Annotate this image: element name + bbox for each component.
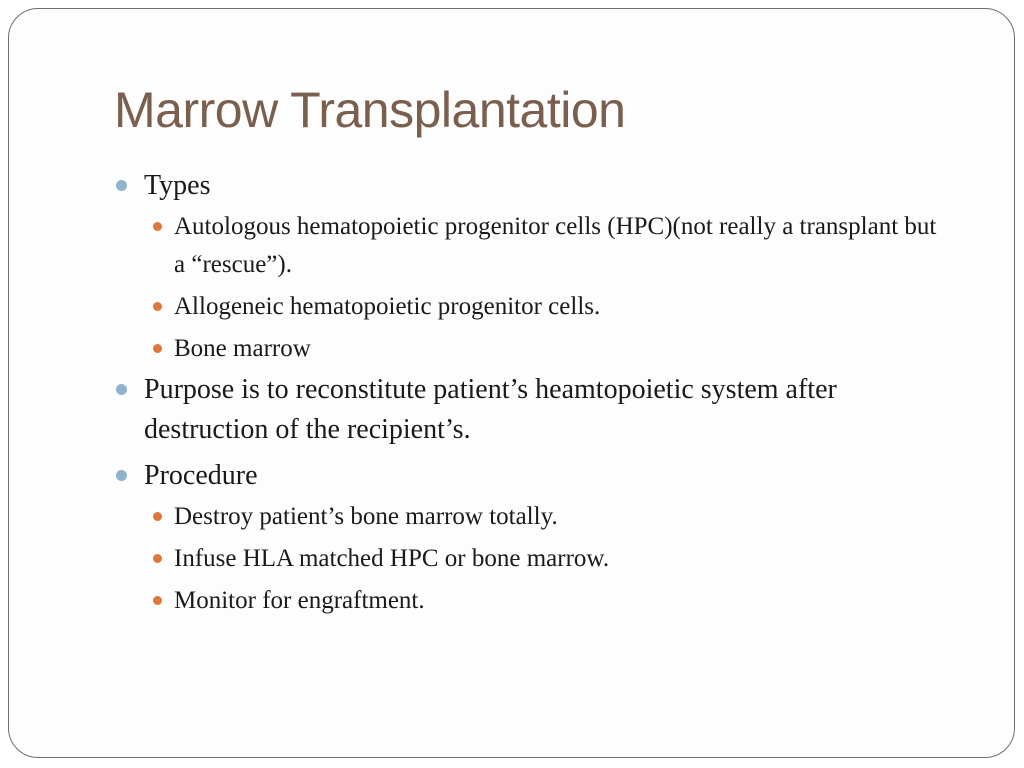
bullet-dot-icon — [116, 384, 127, 395]
sub-bullet-text: Monitor for engraftment. — [174, 587, 425, 614]
sub-bullet-text: Bone marrow — [174, 335, 311, 362]
bullet-list — [114, 166, 944, 622]
bullet-item-purpose — [114, 370, 944, 450]
sub-bullet-list — [114, 208, 944, 368]
bullet-text: Procedure — [144, 460, 258, 491]
sub-bullet-item — [144, 540, 944, 578]
bullet-dot-icon — [116, 180, 127, 191]
sub-bullet-text: Destroy patient’s bone marrow totally. — [174, 503, 558, 530]
bullet-dot-icon — [116, 470, 127, 481]
slide-title: Marrow Transplantation — [114, 82, 626, 138]
sub-bullet-item — [144, 498, 944, 536]
sub-bullet-item — [144, 330, 944, 368]
sub-bullet-dot-icon — [153, 222, 162, 231]
sub-bullet-dot-icon — [153, 344, 162, 353]
sub-bullet-list — [114, 498, 944, 620]
sub-bullet-dot-icon — [153, 554, 162, 563]
bullet-item-procedure — [114, 456, 944, 496]
bullet-text: Purpose is to reconstitute patient’s heamtopoietic system after destruction of the recipient’s. — [144, 374, 837, 445]
sub-bullet-text: Infuse HLA matched HPC or bone marrow. — [174, 545, 610, 572]
sub-bullet-dot-icon — [153, 596, 162, 605]
sub-bullet-dot-icon — [153, 302, 162, 311]
sub-bullet-dot-icon — [153, 512, 162, 521]
sub-bullet-item — [144, 582, 944, 620]
sub-bullet-item — [144, 288, 944, 326]
sub-bullet-item — [144, 208, 944, 284]
sub-bullet-text: Autologous hematopoietic progenitor cells (HPC)(not really a transplant but a “rescue”). — [174, 213, 937, 278]
sub-bullet-text: Allogeneic hematopoietic progenitor cells. — [174, 293, 601, 320]
bullet-text: Types — [144, 170, 211, 201]
bullet-item-types — [114, 166, 944, 206]
